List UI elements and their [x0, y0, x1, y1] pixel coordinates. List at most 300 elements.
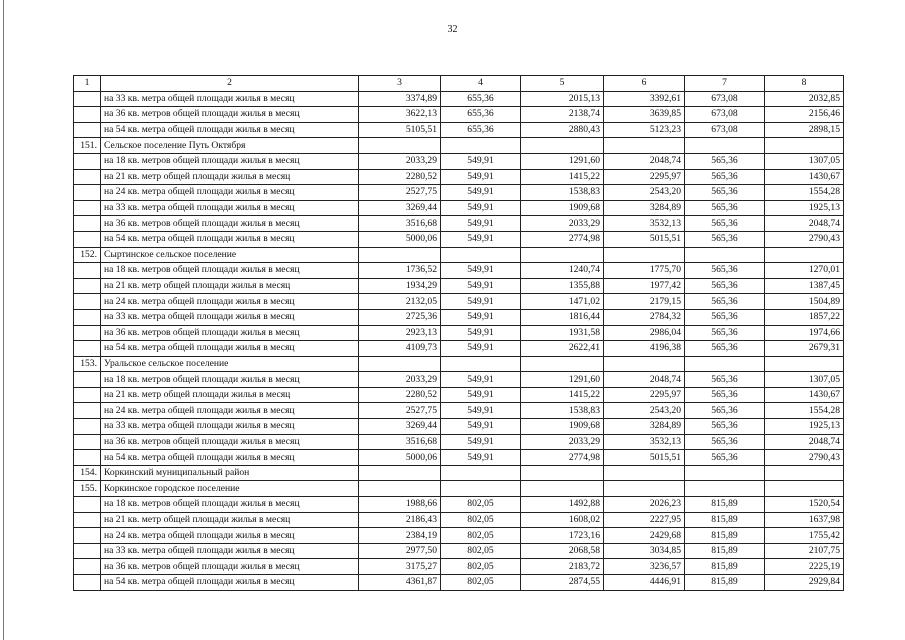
- value-cell-col-6: 3392,61: [604, 91, 685, 107]
- value-cell-col-8: 2790,43: [765, 231, 844, 247]
- description-cell: на 54 кв. метра общей площади жилья в месяц: [101, 575, 359, 591]
- value-cell-col-4: 549,91: [441, 278, 521, 294]
- value-cell-col-7: 565,36: [685, 169, 765, 185]
- value-cell-col-6: 5015,51: [604, 450, 685, 466]
- value-cell-col-6: 2026,23: [604, 497, 685, 513]
- value-cell-col-8: 1504,89: [765, 294, 844, 310]
- value-cell-col-6: 2543,20: [604, 185, 685, 201]
- value-cell-col-3: 5000,06: [359, 450, 441, 466]
- value-cell-col-5: 2774,98: [521, 231, 604, 247]
- value-cell-col-5: [521, 481, 604, 497]
- value-cell-col-5: 1291,60: [521, 153, 604, 169]
- value-cell-col-4: 549,91: [441, 153, 521, 169]
- section-name-cell: Сыртинское сельское поселение: [101, 247, 359, 263]
- value-cell-col-5: 2774,98: [521, 450, 604, 466]
- value-cell-col-5: [521, 247, 604, 263]
- value-cell-col-4: 549,91: [441, 325, 521, 341]
- row-number-cell: 155.: [74, 481, 101, 497]
- value-cell-col-6: 3532,13: [604, 216, 685, 232]
- value-cell-col-4: 549,91: [441, 200, 521, 216]
- value-cell-col-7: 815,89: [685, 528, 765, 544]
- table-row: [74, 309, 844, 325]
- table-row: [74, 575, 844, 591]
- value-cell-col-6: 4196,38: [604, 341, 685, 357]
- value-cell-col-4: 549,91: [441, 185, 521, 201]
- value-cell-col-8: 2898,15: [765, 122, 844, 138]
- row-number-cell: [74, 122, 101, 138]
- value-cell-col-8: 1430,67: [765, 387, 844, 403]
- value-cell-col-5: 2880,43: [521, 122, 604, 138]
- row-number-cell: [74, 216, 101, 232]
- section-row: [74, 138, 844, 154]
- value-cell-col-3: 1736,52: [359, 263, 441, 279]
- value-cell-col-5: 2138,74: [521, 107, 604, 123]
- value-cell-col-3: [359, 138, 441, 154]
- value-cell-col-3: 2923,13: [359, 325, 441, 341]
- value-cell-col-5: 1291,60: [521, 372, 604, 388]
- row-number-cell: [74, 185, 101, 201]
- value-cell-col-3: 2033,29: [359, 372, 441, 388]
- value-cell-col-7: [685, 481, 765, 497]
- header-cell: 1: [74, 76, 101, 92]
- table-header-row: [74, 76, 844, 92]
- value-cell-col-4: 802,05: [441, 528, 521, 544]
- value-cell-col-7: 673,08: [685, 122, 765, 138]
- value-cell-col-7: 565,36: [685, 309, 765, 325]
- description-cell: на 24 кв. метра общей площади жилья в месяц: [101, 185, 359, 201]
- value-cell-col-7: [685, 465, 765, 481]
- row-number-cell: 153.: [74, 356, 101, 372]
- value-cell-col-4: 549,91: [441, 450, 521, 466]
- scan-edge-line: [3, 0, 4, 640]
- value-cell-col-3: [359, 356, 441, 372]
- value-cell-col-8: 2156,46: [765, 107, 844, 123]
- value-cell-col-3: 5000,06: [359, 231, 441, 247]
- value-cell-col-8: 2032,85: [765, 91, 844, 107]
- value-cell-col-5: 2068,58: [521, 543, 604, 559]
- description-cell: на 21 кв. метр общей площади жилья в месяц: [101, 169, 359, 185]
- value-cell-col-6: 3236,57: [604, 559, 685, 575]
- value-cell-col-4: 549,91: [441, 434, 521, 450]
- value-cell-col-7: 565,36: [685, 419, 765, 435]
- row-number-cell: [74, 497, 101, 513]
- section-row: [74, 247, 844, 263]
- value-cell-col-5: 1538,83: [521, 403, 604, 419]
- value-cell-col-5: 1415,22: [521, 387, 604, 403]
- table-row: [74, 200, 844, 216]
- value-cell-col-4: 655,36: [441, 91, 521, 107]
- value-cell-col-5: 2033,29: [521, 434, 604, 450]
- value-cell-col-8: 1755,42: [765, 528, 844, 544]
- tariff-table: [73, 75, 844, 591]
- value-cell-col-5: [521, 356, 604, 372]
- value-cell-col-5: 1816,44: [521, 309, 604, 325]
- value-cell-col-8: 2679,31: [765, 341, 844, 357]
- value-cell-col-7: 565,36: [685, 294, 765, 310]
- value-cell-col-3: 3269,44: [359, 200, 441, 216]
- row-number-cell: [74, 325, 101, 341]
- value-cell-col-6: 4446,91: [604, 575, 685, 591]
- value-cell-col-5: [521, 465, 604, 481]
- value-cell-col-6: [604, 138, 685, 154]
- value-cell-col-5: 1608,02: [521, 512, 604, 528]
- row-number-cell: [74, 107, 101, 123]
- value-cell-col-4: [441, 138, 521, 154]
- value-cell-col-8: 1554,28: [765, 185, 844, 201]
- value-cell-col-7: [685, 356, 765, 372]
- table-row: [74, 512, 844, 528]
- row-number-cell: [74, 231, 101, 247]
- value-cell-col-4: 549,91: [441, 419, 521, 435]
- section-name-cell: Уральское сельское поселение: [101, 356, 359, 372]
- value-cell-col-6: 2784,32: [604, 309, 685, 325]
- description-cell: на 18 кв. метров общей площади жилья в месяц: [101, 153, 359, 169]
- row-number-cell: [74, 91, 101, 107]
- description-cell: на 33 кв. метра общей площади жилья в месяц: [101, 91, 359, 107]
- table-row: [74, 122, 844, 138]
- row-number-cell: [74, 512, 101, 528]
- value-cell-col-4: 549,91: [441, 169, 521, 185]
- row-number-cell: 152.: [74, 247, 101, 263]
- row-number-cell: [74, 543, 101, 559]
- table-row: [74, 403, 844, 419]
- value-cell-col-3: 4361,87: [359, 575, 441, 591]
- description-cell: на 33 кв. метра общей площади жилья в месяц: [101, 309, 359, 325]
- value-cell-col-7: [685, 138, 765, 154]
- value-cell-col-3: 2280,52: [359, 387, 441, 403]
- value-cell-col-4: [441, 356, 521, 372]
- table-row: [74, 497, 844, 513]
- header-cell: 3: [359, 76, 441, 92]
- section-name-cell: Коркинский муниципальный район: [101, 465, 359, 481]
- table-row: [74, 107, 844, 123]
- table-row: [74, 231, 844, 247]
- value-cell-col-5: 1909,68: [521, 200, 604, 216]
- value-cell-col-4: 549,91: [441, 216, 521, 232]
- row-number-cell: [74, 372, 101, 388]
- row-number-cell: [74, 341, 101, 357]
- table-row: [74, 216, 844, 232]
- value-cell-col-7: 673,08: [685, 91, 765, 107]
- value-cell-col-6: 3639,85: [604, 107, 685, 123]
- value-cell-col-3: [359, 247, 441, 263]
- value-cell-col-8: 1387,45: [765, 278, 844, 294]
- value-cell-col-7: 565,36: [685, 185, 765, 201]
- table-row: [74, 91, 844, 107]
- value-cell-col-4: 802,05: [441, 497, 521, 513]
- value-cell-col-8: 2929,84: [765, 575, 844, 591]
- value-cell-col-7: 815,89: [685, 559, 765, 575]
- row-number-cell: [74, 153, 101, 169]
- value-cell-col-4: 655,36: [441, 107, 521, 123]
- value-cell-col-4: 802,05: [441, 559, 521, 575]
- value-cell-col-7: 565,36: [685, 434, 765, 450]
- header-cell: 7: [685, 76, 765, 92]
- description-cell: на 36 кв. метров общей площади жилья в месяц: [101, 107, 359, 123]
- value-cell-col-5: 2033,29: [521, 216, 604, 232]
- section-row: [74, 481, 844, 497]
- table-row: [74, 185, 844, 201]
- value-cell-col-6: 3532,13: [604, 434, 685, 450]
- value-cell-col-6: 2986,04: [604, 325, 685, 341]
- value-cell-col-7: 565,36: [685, 153, 765, 169]
- table-row: [74, 278, 844, 294]
- value-cell-col-3: [359, 481, 441, 497]
- value-cell-col-8: 1554,28: [765, 403, 844, 419]
- row-number-cell: [74, 403, 101, 419]
- table-row: [74, 153, 844, 169]
- description-cell: на 21 кв. метр общей площади жилья в месяц: [101, 387, 359, 403]
- value-cell-col-8: 2048,74: [765, 434, 844, 450]
- value-cell-col-3: 3269,44: [359, 419, 441, 435]
- section-row: [74, 465, 844, 481]
- value-cell-col-8: 1270,01: [765, 263, 844, 279]
- value-cell-col-4: 802,05: [441, 512, 521, 528]
- value-cell-col-4: 655,36: [441, 122, 521, 138]
- value-cell-col-7: 565,36: [685, 341, 765, 357]
- value-cell-col-3: 1934,29: [359, 278, 441, 294]
- value-cell-col-8: 2048,74: [765, 216, 844, 232]
- row-number-cell: [74, 169, 101, 185]
- description-cell: на 18 кв. метров общей площади жилья в месяц: [101, 497, 359, 513]
- value-cell-col-4: 802,05: [441, 575, 521, 591]
- value-cell-col-6: 2179,15: [604, 294, 685, 310]
- value-cell-col-7: 815,89: [685, 543, 765, 559]
- header-cell: 6: [604, 76, 685, 92]
- value-cell-col-8: 1520,54: [765, 497, 844, 513]
- description-cell: на 24 кв. метра общей площади жилья в месяц: [101, 294, 359, 310]
- value-cell-col-4: [441, 247, 521, 263]
- description-cell: на 54 кв. метра общей площади жилья в месяц: [101, 450, 359, 466]
- value-cell-col-7: 565,36: [685, 200, 765, 216]
- description-cell: на 54 кв. метра общей площади жилья в месяц: [101, 122, 359, 138]
- value-cell-col-6: 2429,68: [604, 528, 685, 544]
- value-cell-col-3: 2527,75: [359, 185, 441, 201]
- value-cell-col-8: 1307,05: [765, 372, 844, 388]
- table-row: [74, 543, 844, 559]
- table-row: [74, 372, 844, 388]
- value-cell-col-6: 2048,74: [604, 153, 685, 169]
- value-cell-col-4: 549,91: [441, 403, 521, 419]
- description-cell: на 24 кв. метра общей площади жилья в месяц: [101, 528, 359, 544]
- value-cell-col-3: 3175,27: [359, 559, 441, 575]
- value-cell-col-5: 1471,02: [521, 294, 604, 310]
- row-number-cell: [74, 434, 101, 450]
- description-cell: на 36 кв. метров общей площади жилья в месяц: [101, 216, 359, 232]
- row-number-cell: [74, 294, 101, 310]
- value-cell-col-8: 2107,75: [765, 543, 844, 559]
- value-cell-col-7: 565,36: [685, 387, 765, 403]
- value-cell-col-5: [521, 138, 604, 154]
- value-cell-col-4: 549,91: [441, 294, 521, 310]
- value-cell-col-5: 1909,68: [521, 419, 604, 435]
- value-cell-col-8: [765, 481, 844, 497]
- value-cell-col-6: 3034,85: [604, 543, 685, 559]
- table-row: [74, 341, 844, 357]
- value-cell-col-6: 3284,89: [604, 419, 685, 435]
- table-row: [74, 559, 844, 575]
- table-row: [74, 325, 844, 341]
- value-cell-col-7: 815,89: [685, 512, 765, 528]
- description-cell: на 24 кв. метра общей площади жилья в месяц: [101, 403, 359, 419]
- value-cell-col-8: [765, 138, 844, 154]
- value-cell-col-6: [604, 465, 685, 481]
- description-cell: на 21 кв. метр общей площади жилья в месяц: [101, 278, 359, 294]
- value-cell-col-3: 1988,66: [359, 497, 441, 513]
- description-cell: на 36 кв. метров общей площади жилья в месяц: [101, 434, 359, 450]
- value-cell-col-3: 2527,75: [359, 403, 441, 419]
- value-cell-col-7: 815,89: [685, 575, 765, 591]
- row-number-cell: [74, 387, 101, 403]
- header-cell: 8: [765, 76, 844, 92]
- value-cell-col-8: 2790,43: [765, 450, 844, 466]
- value-cell-col-6: 2543,20: [604, 403, 685, 419]
- value-cell-col-5: 1240,74: [521, 263, 604, 279]
- row-number-cell: [74, 528, 101, 544]
- value-cell-col-3: [359, 465, 441, 481]
- value-cell-col-6: 1775,70: [604, 263, 685, 279]
- description-cell: на 36 кв. метров общей площади жилья в месяц: [101, 325, 359, 341]
- value-cell-col-6: 1977,42: [604, 278, 685, 294]
- value-cell-col-3: 4109,73: [359, 341, 441, 357]
- value-cell-col-8: [765, 465, 844, 481]
- value-cell-col-4: 802,05: [441, 543, 521, 559]
- value-cell-col-5: 1723,16: [521, 528, 604, 544]
- value-cell-col-5: 2874,55: [521, 575, 604, 591]
- value-cell-col-7: 815,89: [685, 497, 765, 513]
- table-row: [74, 528, 844, 544]
- row-number-cell: [74, 559, 101, 575]
- table-row: [74, 294, 844, 310]
- value-cell-col-3: 5105,51: [359, 122, 441, 138]
- description-cell: на 18 кв. метров общей площади жилья в месяц: [101, 372, 359, 388]
- value-cell-col-5: 2015,13: [521, 91, 604, 107]
- value-cell-col-3: 3622,13: [359, 107, 441, 123]
- description-cell: на 33 кв. метра общей площади жилья в месяц: [101, 200, 359, 216]
- table-row: [74, 263, 844, 279]
- value-cell-col-6: [604, 356, 685, 372]
- value-cell-col-8: 1430,67: [765, 169, 844, 185]
- value-cell-col-7: 565,36: [685, 325, 765, 341]
- value-cell-col-4: 549,91: [441, 309, 521, 325]
- value-cell-col-7: [685, 247, 765, 263]
- table-row: [74, 434, 844, 450]
- value-cell-col-3: 2186,43: [359, 512, 441, 528]
- table-row: [74, 450, 844, 466]
- value-cell-col-3: 2280,52: [359, 169, 441, 185]
- value-cell-col-6: [604, 247, 685, 263]
- value-cell-col-7: 565,36: [685, 216, 765, 232]
- description-cell: на 21 кв. метр общей площади жилья в месяц: [101, 512, 359, 528]
- row-number-cell: [74, 450, 101, 466]
- value-cell-col-3: 2725,36: [359, 309, 441, 325]
- value-cell-col-6: 2227,95: [604, 512, 685, 528]
- row-number-cell: [74, 263, 101, 279]
- value-cell-col-5: 1415,22: [521, 169, 604, 185]
- header-cell: 4: [441, 76, 521, 92]
- value-cell-col-4: 549,91: [441, 231, 521, 247]
- value-cell-col-4: [441, 465, 521, 481]
- value-cell-col-6: 3284,89: [604, 200, 685, 216]
- section-name-cell: Сельское поселение Путь Октября: [101, 138, 359, 154]
- value-cell-col-3: 2977,50: [359, 543, 441, 559]
- header-cell: 2: [101, 76, 359, 92]
- row-number-cell: 151.: [74, 138, 101, 154]
- value-cell-col-8: 1925,13: [765, 200, 844, 216]
- description-cell: на 54 кв. метра общей площади жилья в месяц: [101, 341, 359, 357]
- value-cell-col-7: 565,36: [685, 372, 765, 388]
- value-cell-col-8: 1974,66: [765, 325, 844, 341]
- table-row: [74, 419, 844, 435]
- value-cell-col-3: 2033,29: [359, 153, 441, 169]
- value-cell-col-3: 3516,68: [359, 434, 441, 450]
- value-cell-col-5: 2622,41: [521, 341, 604, 357]
- description-cell: на 54 кв. метра общей площади жилья в месяц: [101, 231, 359, 247]
- value-cell-col-6: 2048,74: [604, 372, 685, 388]
- description-cell: на 36 кв. метров общей площади жилья в месяц: [101, 559, 359, 575]
- description-cell: на 33 кв. метра общей площади жилья в месяц: [101, 419, 359, 435]
- row-number-cell: [74, 575, 101, 591]
- value-cell-col-7: 565,36: [685, 263, 765, 279]
- table-row: [74, 169, 844, 185]
- value-cell-col-8: 1637,98: [765, 512, 844, 528]
- description-cell: на 33 кв. метра общей площади жилья в месяц: [101, 543, 359, 559]
- value-cell-col-8: 1925,13: [765, 419, 844, 435]
- value-cell-col-3: 2384,19: [359, 528, 441, 544]
- value-cell-col-4: 549,91: [441, 341, 521, 357]
- row-number-cell: [74, 309, 101, 325]
- value-cell-col-6: 5015,51: [604, 231, 685, 247]
- table-row: [74, 387, 844, 403]
- row-number-cell: [74, 200, 101, 216]
- value-cell-col-5: 1538,83: [521, 185, 604, 201]
- value-cell-col-3: 3516,68: [359, 216, 441, 232]
- value-cell-col-4: 549,91: [441, 387, 521, 403]
- value-cell-col-4: [441, 481, 521, 497]
- value-cell-col-4: 549,91: [441, 263, 521, 279]
- value-cell-col-8: [765, 356, 844, 372]
- value-cell-col-7: 565,36: [685, 231, 765, 247]
- value-cell-col-5: 1492,88: [521, 497, 604, 513]
- header-cell: 5: [521, 76, 604, 92]
- value-cell-col-6: 2295,97: [604, 169, 685, 185]
- value-cell-col-8: [765, 247, 844, 263]
- value-cell-col-7: 565,36: [685, 278, 765, 294]
- row-number-cell: [74, 419, 101, 435]
- value-cell-col-6: [604, 481, 685, 497]
- section-name-cell: Коркинское городское поселение: [101, 481, 359, 497]
- value-cell-col-8: 2225,19: [765, 559, 844, 575]
- value-cell-col-7: 565,36: [685, 403, 765, 419]
- value-cell-col-8: 1307,05: [765, 153, 844, 169]
- value-cell-col-4: 549,91: [441, 372, 521, 388]
- value-cell-col-5: 2183,72: [521, 559, 604, 575]
- value-cell-col-6: 2295,97: [604, 387, 685, 403]
- description-cell: на 18 кв. метров общей площади жилья в месяц: [101, 263, 359, 279]
- value-cell-col-5: 1931,58: [521, 325, 604, 341]
- value-cell-col-7: 673,08: [685, 107, 765, 123]
- value-cell-col-7: 565,36: [685, 450, 765, 466]
- value-cell-col-3: 2132,05: [359, 294, 441, 310]
- value-cell-col-6: 5123,23: [604, 122, 685, 138]
- row-number-cell: [74, 278, 101, 294]
- value-cell-col-5: 1355,88: [521, 278, 604, 294]
- row-number-cell: 154.: [74, 465, 101, 481]
- value-cell-col-3: 3374,89: [359, 91, 441, 107]
- value-cell-col-8: 1857,22: [765, 309, 844, 325]
- page-number: 32: [447, 24, 458, 35]
- section-row: [74, 356, 844, 372]
